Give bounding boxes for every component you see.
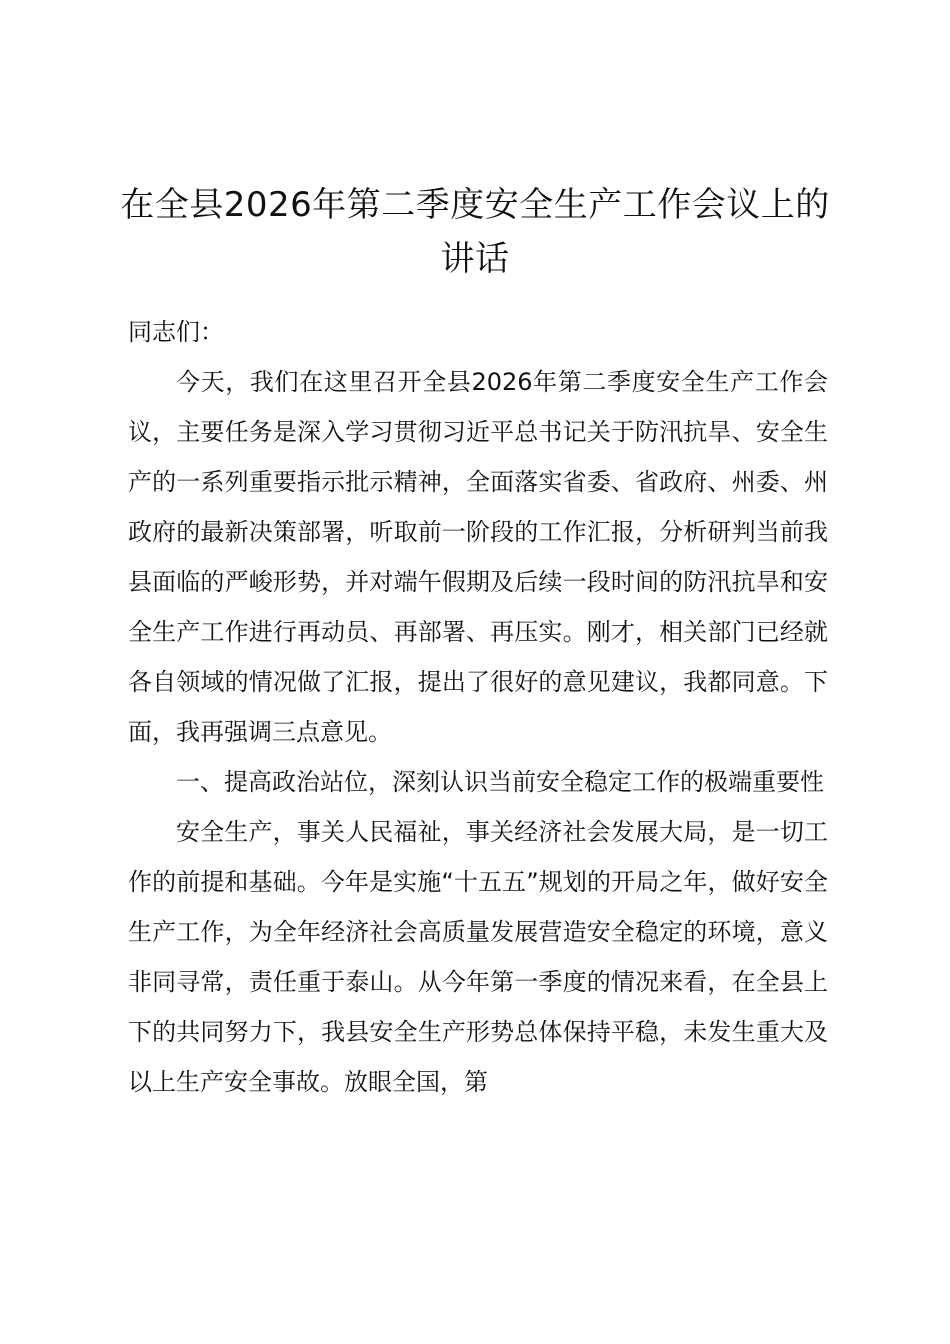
paragraph-intro: 今天，我们在这里召开全县2026年第二季度安全生产工作会议，主要任务是深入学习贯彻习近平总书记关于防汛抗旱、安全生产的一系列重要指示批示精神，全面落实省委、省政府、州委、州政府的最新决策部署，听取前一阶段的工作汇报，分析研判当前我县面临的严峻形势，并对端午假期及后续一段时间的防汛抗旱和安全生产工作进行再动员、再部署、再压实。刚才，相关部门已经就各自领域的情况做了汇报，提出了很好的意见建议，我都同意。下面，我再强调三点意见。 [128,368,828,746]
paragraph-section-1: 安全生产，事关人民福祉，事关经济社会发展大局，是一切工作的前提和基础。今年是实施“十五五”规划的开局之年，做好安全生产工作，为全年经济社会高质量发展营造安全稳定的环境，意义非同寻常，责任重于泰山。从今年第一季度的情况来看，在全县上下的共同努力下，我县安全生产形势总体保持平稳，未发生重大及以上生产安全事故。放眼全国，第 [128,818,828,1096]
salutation: 同志们： [128,318,224,346]
document-title: 在全县2026年第二季度安全生产工作会议上的讲话 [120,185,830,279]
document-body [128,307,828,1107]
section-heading-1: 一、提高政治站位，深刻认识当前安全稳定工作的极端重要性 [176,768,824,796]
